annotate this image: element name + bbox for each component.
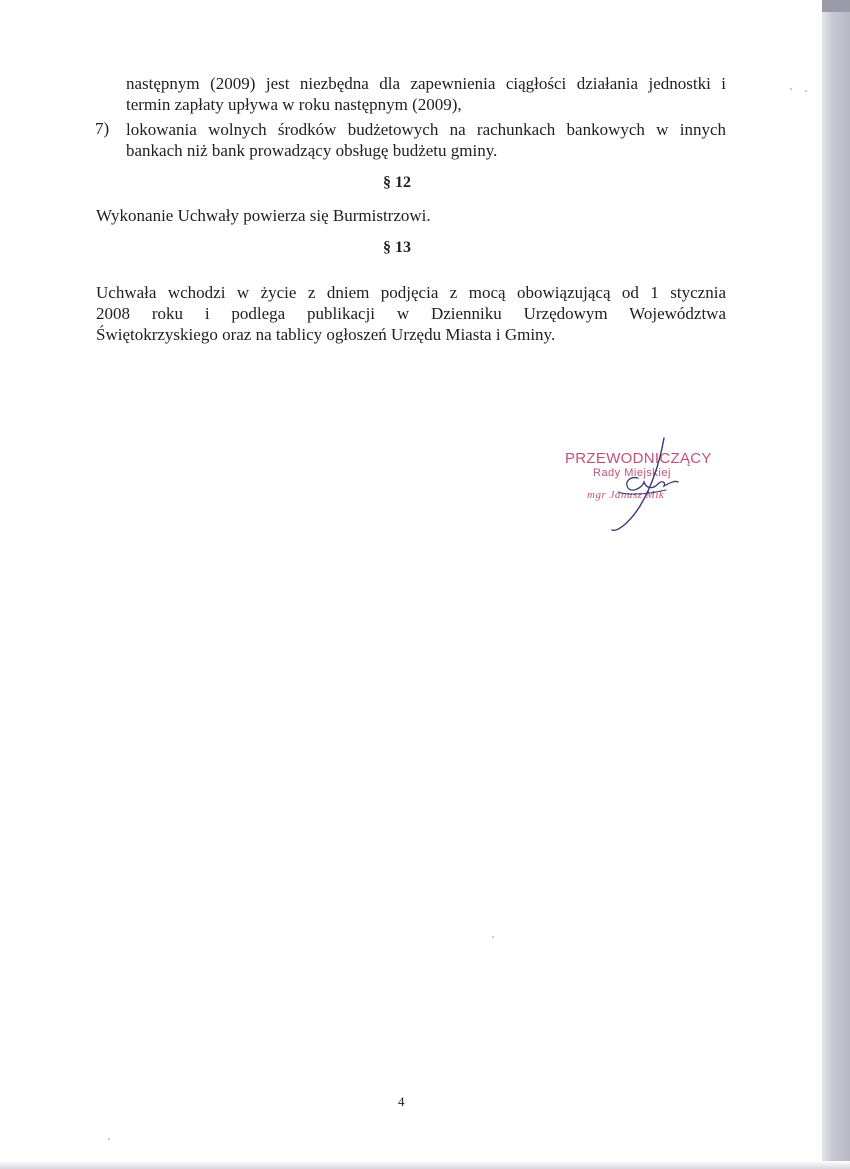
continuation-line-1: następnym (2009) jest niezbędna dla zapewnienia ciągłości działania jednostki i: [126, 74, 726, 93]
scan-speck: [805, 90, 807, 92]
list-item-7-line-2: bankach niż bank prowadzący obsługę budżetu gminy.: [126, 141, 498, 160]
scan-shadow-corner: [822, 0, 850, 12]
page-number: 4: [398, 1094, 405, 1109]
scan-shadow-edge: [822, 0, 850, 1169]
list-item-number: 7): [95, 119, 110, 138]
list-item-7-line-1: lokowania wolnych środków budżetowych na rachunkach bankowych w innych: [126, 120, 726, 139]
stamp-name: mgr Janusz Mik: [587, 489, 665, 501]
section-13-line-1: Uchwała wchodzi w życie z dniem podjęcia z mocą obowiązującą od 1 stycznia: [96, 283, 726, 302]
scan-speck: [790, 88, 792, 90]
scan-speck: [492, 936, 494, 938]
section-13-heading: § 13: [383, 239, 411, 256]
stamp-title: PRZEWODNICZĄCY: [565, 450, 712, 467]
chairman-stamp: [560, 436, 720, 536]
continuation-line-2: termin zapłaty upływa w roku następnym (2009),: [126, 95, 462, 114]
scan-speck: [108, 1138, 110, 1140]
section-13-line-3: Świętokrzyskiego oraz na tablicy ogłoszeń Urzędu Miasta i Gminy.: [96, 325, 556, 344]
section-13-line-2: 2008 roku i podlega publikacji w Dzienniku Urzędowym Województwa: [96, 304, 726, 323]
section-12-text: Wykonanie Uchwały powierza się Burmistrzowi.: [96, 206, 431, 225]
scan-shadow-bottom: [0, 1161, 850, 1169]
handwritten-signature: [560, 436, 720, 536]
stamp-body: Rady Miejskiej: [593, 467, 671, 479]
section-12-heading: § 12: [383, 174, 411, 191]
